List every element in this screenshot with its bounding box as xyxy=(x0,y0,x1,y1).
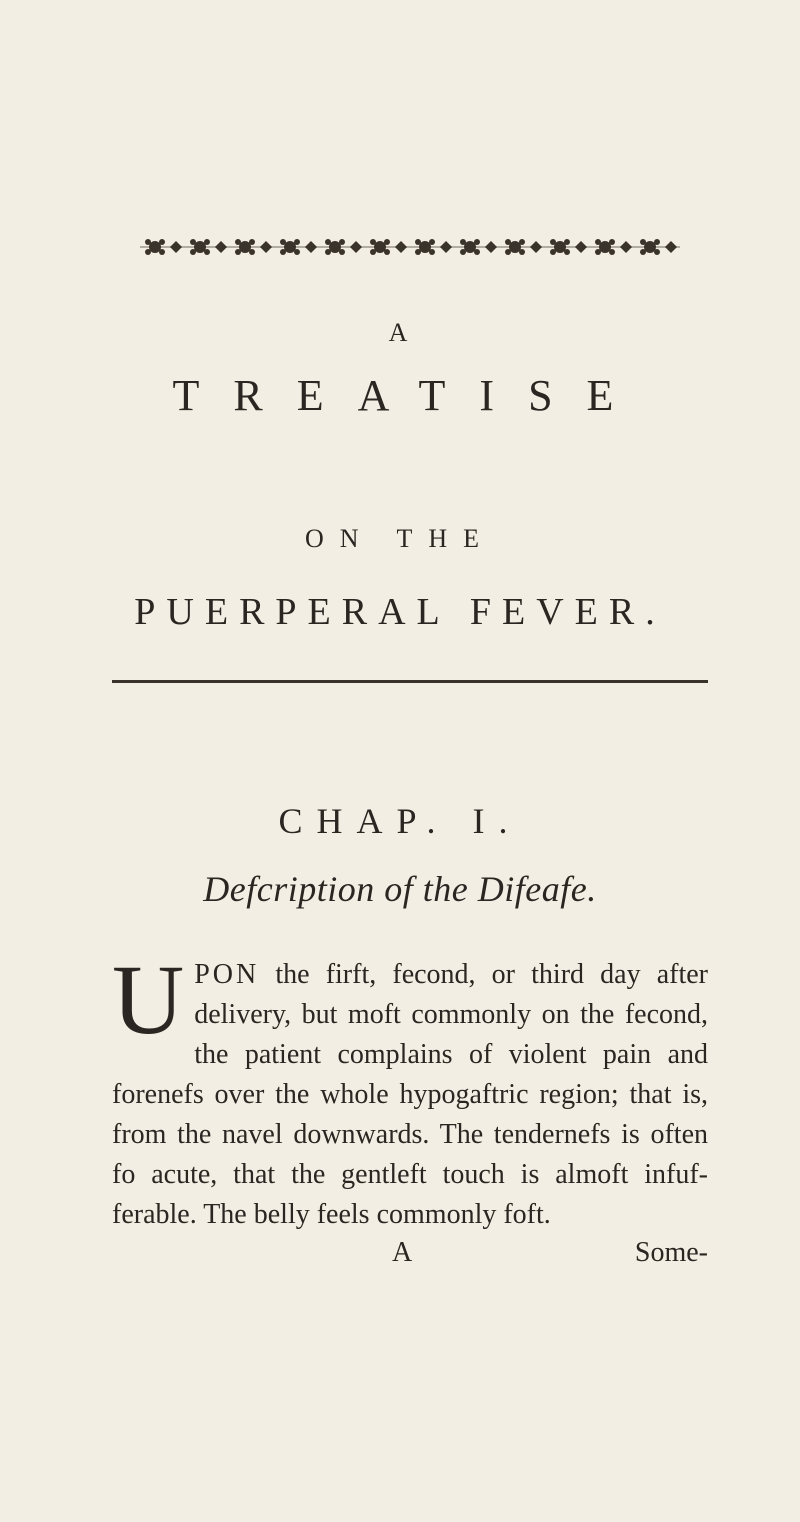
chapter-subtitle: Defcription of the Difeafe. xyxy=(203,869,597,909)
title-subject: PUERPERAL FEVER. xyxy=(134,591,666,633)
title-on-the: ON THE xyxy=(304,524,496,553)
printer-ornament xyxy=(140,228,680,266)
body-paragraph xyxy=(112,944,708,1235)
chapter-label: CHAP. I. xyxy=(278,801,522,841)
paragraph-text: the firft, fecond, or third day after delivery, but moft commonly on the fecond, the patient complains of violent pain and forenefs over the whole hypogaftric region; that is, from the navel downwards. The tendernefs is often fo acute, that the gentleft touch is almoft infuf- ferable. The belly feels commonly foft. xyxy=(112,959,708,1230)
drop-cap: U xyxy=(112,944,185,1055)
title-article: A xyxy=(388,318,412,347)
smallcaps-lead: PON xyxy=(194,959,260,990)
horizontal-rule xyxy=(112,680,708,683)
catchword: Some- xyxy=(634,1237,708,1268)
signature-mark: A xyxy=(392,1237,413,1268)
page-footer xyxy=(112,1237,708,1277)
title-main: TREATISE xyxy=(172,371,648,420)
